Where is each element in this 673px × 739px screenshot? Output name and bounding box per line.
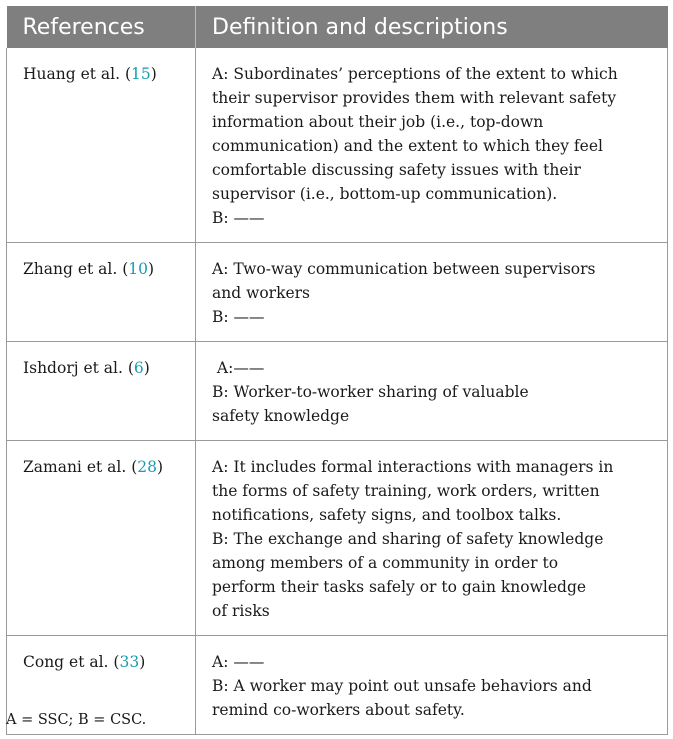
definition-line: A: Two-way communication between supervisors	[212, 260, 596, 278]
reference-author: Ishdorj et al. (	[23, 359, 134, 377]
table-header	[7, 6, 668, 48]
table-row	[7, 243, 668, 342]
header-references: References	[7, 6, 196, 48]
definition-cell	[196, 636, 668, 735]
definition-line: notifications, safety signs, and toolbox talks.	[212, 506, 562, 524]
definition-line: B: ——	[212, 308, 265, 326]
definition-line: A: It includes formal interactions with managers in	[212, 458, 614, 476]
definition-line: supervisor (i.e., bottom-up communication).	[212, 185, 558, 203]
citation-link[interactable]: 15	[131, 65, 151, 83]
definition-line: and workers	[212, 284, 311, 302]
definition-line: their supervisor provides them with relevant safety	[212, 89, 617, 107]
reference-author: Huang et al. (	[23, 65, 132, 83]
reference-cell	[7, 243, 196, 342]
definition-line: communication) and the extent to which they feel	[212, 137, 603, 155]
reference-author: Zamani et al. (	[23, 458, 138, 476]
citation-link[interactable]: 10	[128, 260, 148, 278]
definition-line: of risks	[212, 602, 270, 620]
definition-line: perform their tasks safely or to gain knowledge	[212, 578, 587, 596]
reference-author: Cong et al. (	[23, 653, 120, 671]
definition-line: B: The exchange and sharing of safety knowledge	[212, 530, 604, 548]
reference-cell	[7, 441, 196, 636]
reference-cell	[7, 48, 196, 243]
definition-line: safety knowledge	[212, 407, 350, 425]
definition-line: B: A worker may point out unsafe behaviors and	[212, 677, 592, 695]
definition-line: information about their job (i.e., top-down	[212, 113, 544, 131]
reference-cell	[7, 342, 196, 441]
definition-cell	[196, 441, 668, 636]
definition-line: A:——	[212, 359, 265, 377]
definition-line: B: Worker-to-worker sharing of valuable	[212, 383, 529, 401]
table-footnote: A = SSC; B = CSC.	[6, 712, 147, 728]
header-row	[7, 6, 668, 48]
definition-cell	[196, 243, 668, 342]
definition-line: the forms of safety training, work orders, written	[212, 482, 600, 500]
reference-close: )	[143, 359, 150, 377]
table-body	[7, 48, 668, 735]
reference-close: )	[148, 260, 155, 278]
table-row	[7, 342, 668, 441]
definition-line: comfortable discussing safety issues with their	[212, 161, 581, 179]
citation-link[interactable]: 33	[119, 653, 140, 671]
reference-close: )	[150, 65, 157, 83]
header-definition: Definition and descriptions	[196, 6, 668, 48]
definition-line: A: ——	[212, 653, 265, 671]
table-row	[7, 441, 668, 636]
references-table	[6, 6, 668, 735]
reference-author: Zhang et al. (	[23, 260, 129, 278]
references-table-container	[6, 6, 667, 735]
citation-link[interactable]: 28	[137, 458, 157, 476]
definition-cell	[196, 48, 668, 243]
table-row	[7, 48, 668, 243]
definition-cell	[196, 342, 668, 441]
definition-line: B: ——	[212, 209, 265, 227]
citation-link[interactable]: 6	[133, 359, 144, 377]
definition-line: among members of a community in order to	[212, 554, 559, 572]
reference-close: )	[156, 458, 164, 476]
definition-line: remind co-workers about safety.	[212, 701, 465, 719]
definition-line: A: Subordinates’ perceptions of the extent to which	[212, 65, 618, 83]
reference-close: )	[139, 653, 146, 671]
